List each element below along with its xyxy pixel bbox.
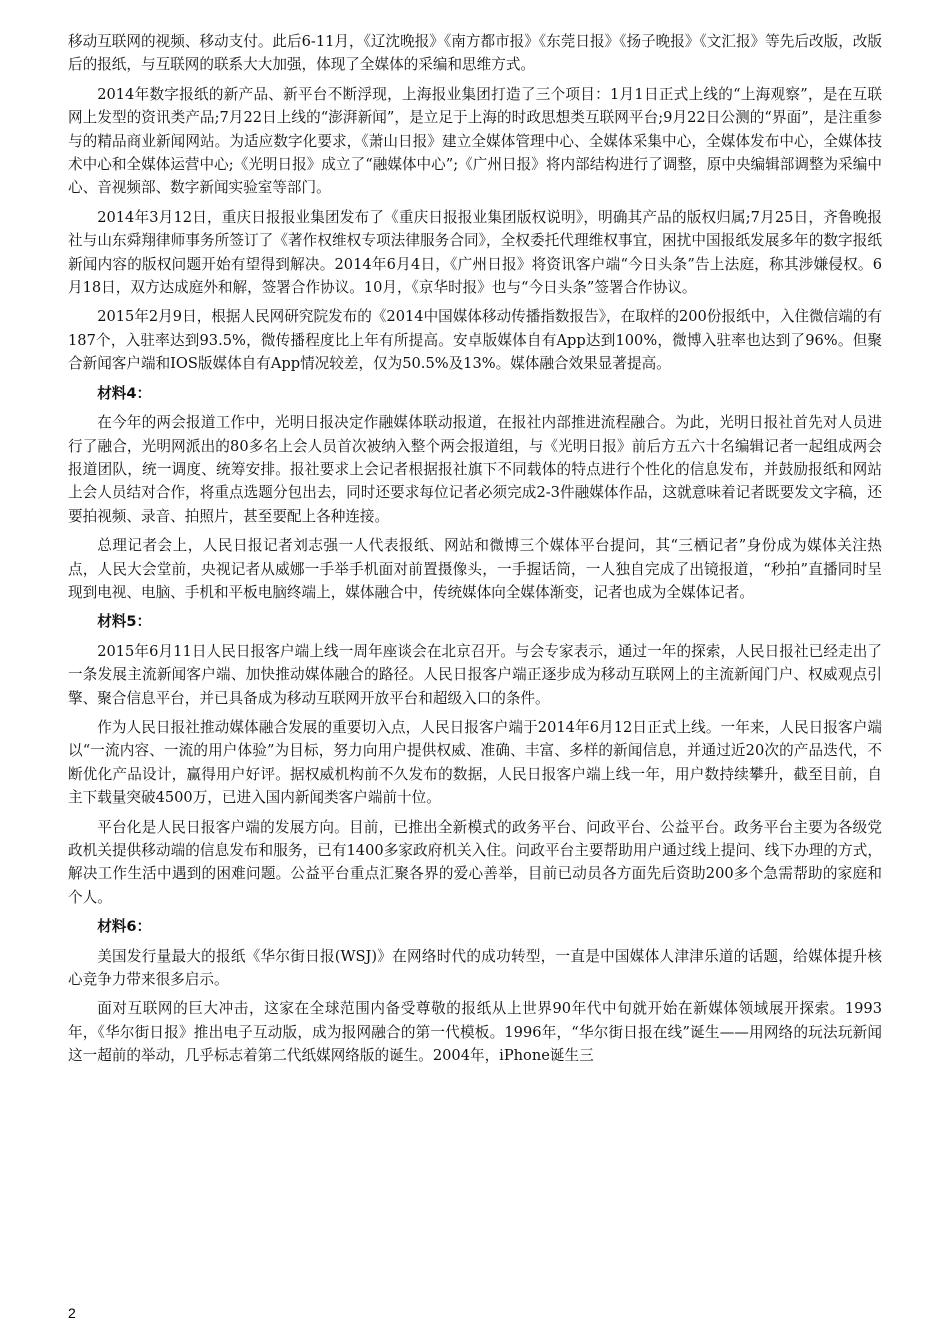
document-body: [68, 30, 882, 1074]
paragraph: 2015年2月9日，根据人民网研究院发布的《2014中国媒体移动传播指数报告》，在取样的200份报纸中，入住微信端的有187个，入驻率达到93.5%，微传播程度比上年有所提高。安卓版媒体自有App达到100%，微博入驻率也达到了96%。但聚合新闻客户端和IOS版媒体自有App情况较差，仅为50.5%及13%。媒体融合效果显著提高。: [68, 308, 882, 373]
paragraph: 在今年的两会报道工作中，光明日报决定作融媒体联动报道，在报社内部推进流程融合。为此，光明日报社首先对人员进行了融合，光明网派出的80多名上会人员首次被纳入整个两会报道组，与《光明日报》前后方五六十名编辑记者一起组成两会报道团队，统一调度、统筹安排。报社要求上会记者根据报社旗下不同载体的特点进行个性化的信息发布，并鼓励报纸和网站上会人员结对合作，将重点选题分包出去，同时还要求每位记者必须完成2-3件融媒体作品，这就意味着记者既要发文字稿，还要拍视频、录音、拍照片，甚至要配上各种连接。: [68, 414, 882, 525]
paragraph: 平台化是人民日报客户端的发展方向。目前，已推出全新模式的政务平台、问政平台、公益平台。政务平台主要为各级党政机关提供移动端的信息发布和服务，已有1400多家政府机关入住。问政平台主要帮助用户通过线上提问、线下办理的方式，解决工作生活中遇到的困难问题。公益平台重点汇聚各界的爱心善举，目前已动员各方面先后资助200多个急需帮助的家庭和个人。: [68, 818, 882, 906]
page-number: 2: [68, 1305, 76, 1321]
paragraph: 面对互联网的巨大冲击，这家在全球范围内备受尊敬的报纸从上世界90年代中旬就开始在新媒体领域展开探索。1993年，《华尔街日报》推出电子互动版，成为报网融合的第一代模板。1996年，“华尔街日报在线”诞生——用网络的玩法玩新闻这一超前的举动，几乎标志着第二代纸媒网络版的诞生。2004年，iPhone诞生三: [68, 1000, 882, 1065]
material-5-heading: 材料5：: [97, 613, 152, 631]
paragraph: 总理记者会上，人民日报记者刘志强一人代表报纸、网站和微博三个媒体平台提问，其“三栖记者”身份成为媒体关注热点，人民大会堂前，央视记者从威娜一手举手机面对前置摄像头，一手握话筒，一人独自完成了出镜报道，“秒拍”直播同时呈现到电视、电脑、手机和平板电脑终端上，媒体融合中，传统媒体向全媒体渐变，记者也成为全媒体记者。: [68, 537, 882, 601]
material-4-heading: 材料4：: [97, 384, 152, 402]
paragraph: 2014年3月12日，重庆日报报业集团发布了《重庆日报报业集团版权说明》，明确其产品的版权归属;7月25日，齐鲁晚报社与山东舜翔律师事务所签订了《著作权维权专项法律服务合同》，全权委托代理维权事宜，困扰中国报纸发展多年的数字报纸新闻内容的版权问题开始有望得到解决。2014年6月4日，《广州日报》将资讯客户端“今日头条”告上法庭，称其涉嫌侵权。6月18日，双方达成庭外和解，签署合作协议。10月，《京华时报》也与“今日头条”签署合作协议。: [68, 208, 882, 297]
paragraph: 2015年6月11日人民日报客户端上线一周年座谈会在北京召开。与会专家表示，通过一年的探索，人民日报社已经走出了一条发展主流新闻客户端、加快推动媒体融合的路径。人民日报客户端正逐步成为移动互联网上的主流新闻门户、权威观点引擎、聚合信息平台，并已具备成为移动互联网开放平台和超级入口的条件。: [68, 642, 882, 707]
paragraph: 美国发行量最大的报纸《华尔街日报(WSJ)》在网络时代的成功转型，一直是中国媒体人津津乐道的话题，给媒体提升核心竞争力带来很多启示。: [68, 947, 882, 989]
material-6-heading: 材料6：: [97, 918, 152, 936]
paragraph: 作为人民日报社推动媒体融合发展的重要切入点，人民日报客户端于2014年6月12日正式上线。一年来，人民日报客户端以“一流内容、一流的用户体验”为目标，努力向用户提供权威、准确、丰富、多样的新闻信息，并通过近20次的产品迭代，不断优化产品设计，赢得用户好评。据权威机构前不久发布的数据，人民日报客户端上线一年，用户数持续攀升，截至目前，自主下载量突破4500万，已进入国内新闻类客户端前十位。: [68, 718, 882, 807]
paragraph: 移动互联网的视频、移动支付。此后6-11月，《辽沈晚报》《南方都市报》《东莞日报》《扬子晚报》《文汇报》等先后改版，改版后的报纸，与互联网的联系大大加强，体现了全媒体的采编和思维方式。: [68, 33, 882, 74]
paragraph: 2014年数字报纸的新产品、新平台不断浮现，上海报业集团打造了三个项目：1月1日正式上线的“上海观察”，是在互联网上发型的资讯类产品;7月22日上线的“澎湃新闻”，是立足于上海的时政思想类互联网平台;9月22日公测的“界面”，是注重参与的精品商业新闻网站。为适应数字化要求，《萧山日报》建立全媒体管理中心、全媒体采集中心，全媒体发布中心，全媒体技术中心和全媒体运营中心;《光明日报》成立了“融媒体中心”;《广州日报》将内部结构进行了调整，原中央编辑部调整为采编中心、音视频部、数字新闻实验室等部门。: [68, 85, 882, 197]
